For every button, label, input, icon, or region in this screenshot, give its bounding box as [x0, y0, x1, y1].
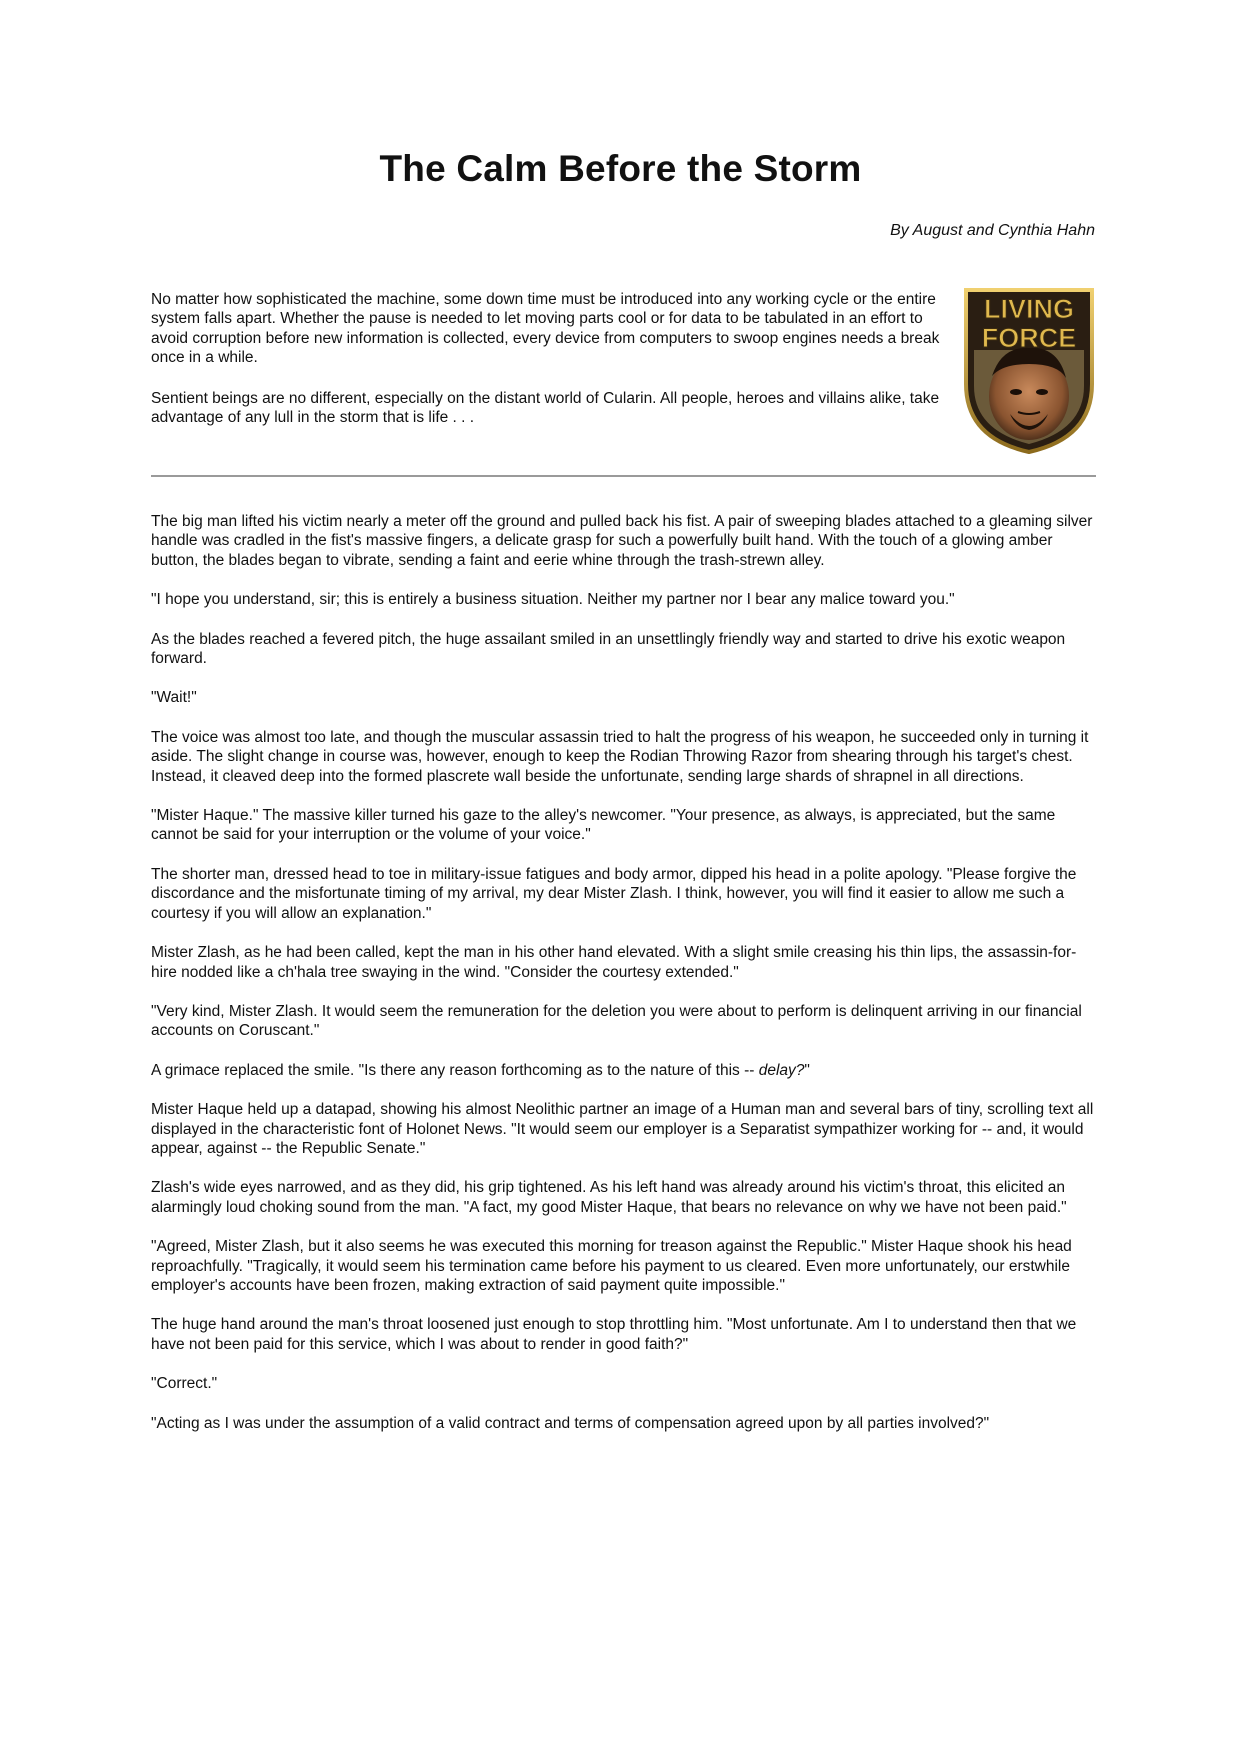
logo-text-line2: FORCE — [981, 323, 1077, 353]
story-paragraph: The big man lifted his victim nearly a meter off the ground and pulled back his fist. A pair of sweeping blades attached to a gleaming silver handle was cradled in the fist's massive fingers, a delicate grasp for such a powerfully built hand. With the touch of a glowing amber button, the blades began to vibrate, sending a faint and eerie whine through the trash-strewn alley. — [151, 513, 1093, 569]
story-paragraph: "Correct." — [151, 1375, 218, 1393]
intro-section — [151, 290, 951, 448]
intro-paragraph: Sentient beings are no different, especially on the distant world of Cularin. All people, heroes and villains alike, take advantage of any lull in the storm that is life . . . — [151, 389, 940, 427]
story-paragraph: Zlash's wide eyes narrowed, and as they did, his grip tightened. As his left hand was already around his victim's throat, this elicited an alarmingly loud choking sound from the man. "A fact, my good Mister Haque, that bears no relevance on why we have not been paid." — [151, 1179, 1067, 1216]
section-divider — [151, 475, 1096, 477]
story-paragraph: "Agreed, Mister Zlash, but it also seems he was executed this morning for treason against the Republic." Mister Haque shook his head reproachfully. "Tragically, it would seem his termination came before his payment to us cleared. Even more unfortunately, our erstwhile employer's accounts have been frozen, making extraction of said payment quite impossible." — [151, 1238, 1072, 1294]
story-paragraph: The huge hand around the man's throat loosened just enough to stop throttling him. "Most unfortunate. Am I to understand then that we have not been paid for this service, which I was about to render in good faith?" — [151, 1316, 1077, 1353]
story-paragraph: The voice was almost too late, and though the muscular assassin tried to halt the progress of his weapon, he succeeded only in turning it aside. The slight change in course was, however, enough to keep the Rodian Throwing Razor from shearing through his target's chest. Instead, it cleaved deep into the formed plascrete wall beside the unfortunate, sending large shards of shrapnel in all directions. — [151, 728, 1089, 785]
story-paragraph: "Wait!" — [151, 689, 197, 707]
story-paragraph: "Very kind, Mister Zlash. It would seem the remuneration for the deletion you were about to perform is delinquent arriving in our financial accounts on Coruscant." — [151, 1002, 1082, 1040]
intro-paragraph: No matter how sophisticated the machine, some down time must be introduced into any working cycle or the entire system falls apart. Whether the pause is needed to let moving parts cool or for data to be tabulated in an effort to avoid corruption before new information is collected, every device from computers to swoop engines needs a break once in a while. — [151, 291, 940, 367]
living-force-emblem-icon — [962, 288, 1096, 454]
emphasized-word: delay? — [758, 1061, 805, 1079]
author-byline: By August and Cynthia Hahn — [890, 222, 1095, 239]
story-paragraph: "I hope you understand, sir; this is entirely a business situation. Neither my partner nor I bear any malice toward you." — [151, 591, 955, 609]
page-title: The Calm Before the Storm — [379, 148, 862, 189]
story-text: A grimace replaced the smile. "Is there any reason forthcoming as to the nature of this -- — [151, 1061, 759, 1079]
story-paragraph — [151, 1061, 1099, 1080]
story-paragraph: "Acting as I was under the assumption of a valid contract and terms of compensation agreed upon by all parties involved?" — [151, 1414, 990, 1432]
story-paragraph: The shorter man, dressed head to toe in military-issue fatigues and body armor, dipped his head in a polite apology. "Please forgive the discordance and the misfortunate timing of my arrival, my dear Mister Zlash. I think, however, you will find it easier to allow me such a courtesy if you will allow an explanation." — [151, 865, 1077, 922]
logo-text-line1: LIVING — [983, 294, 1075, 324]
story-body — [151, 512, 1099, 1453]
story-text: " — [804, 1061, 810, 1079]
story-paragraph: "Mister Haque." The massive killer turned his gaze to the alley's newcomer. "Your presence, as always, is appreciated, but the same cannot be said for your interruption or the volume of your voice." — [151, 807, 1056, 844]
story-paragraph: Mister Haque held up a datapad, showing his almost Neolithic partner an image of a Human man and several bars of tiny, scrolling text all displayed in the characteristic font of Holonet News. "It would seem our employer is a Separatist sympathizer working for -- and, it would appear, against -- the Republic Senate." — [151, 1101, 1094, 1157]
story-paragraph: Mister Zlash, as he had been called, kept the man in his other hand elevated. With a slight smile creasing his thin lips, the assassin-for-hire nodded like a ch'hala tree swaying in the wind. "Consider the courtesy extended." — [151, 944, 1077, 981]
story-paragraph: As the blades reached a fevered pitch, the huge assailant smiled in an unsettlingly friendly way and started to drive his exotic weapon forward. — [151, 630, 1066, 668]
